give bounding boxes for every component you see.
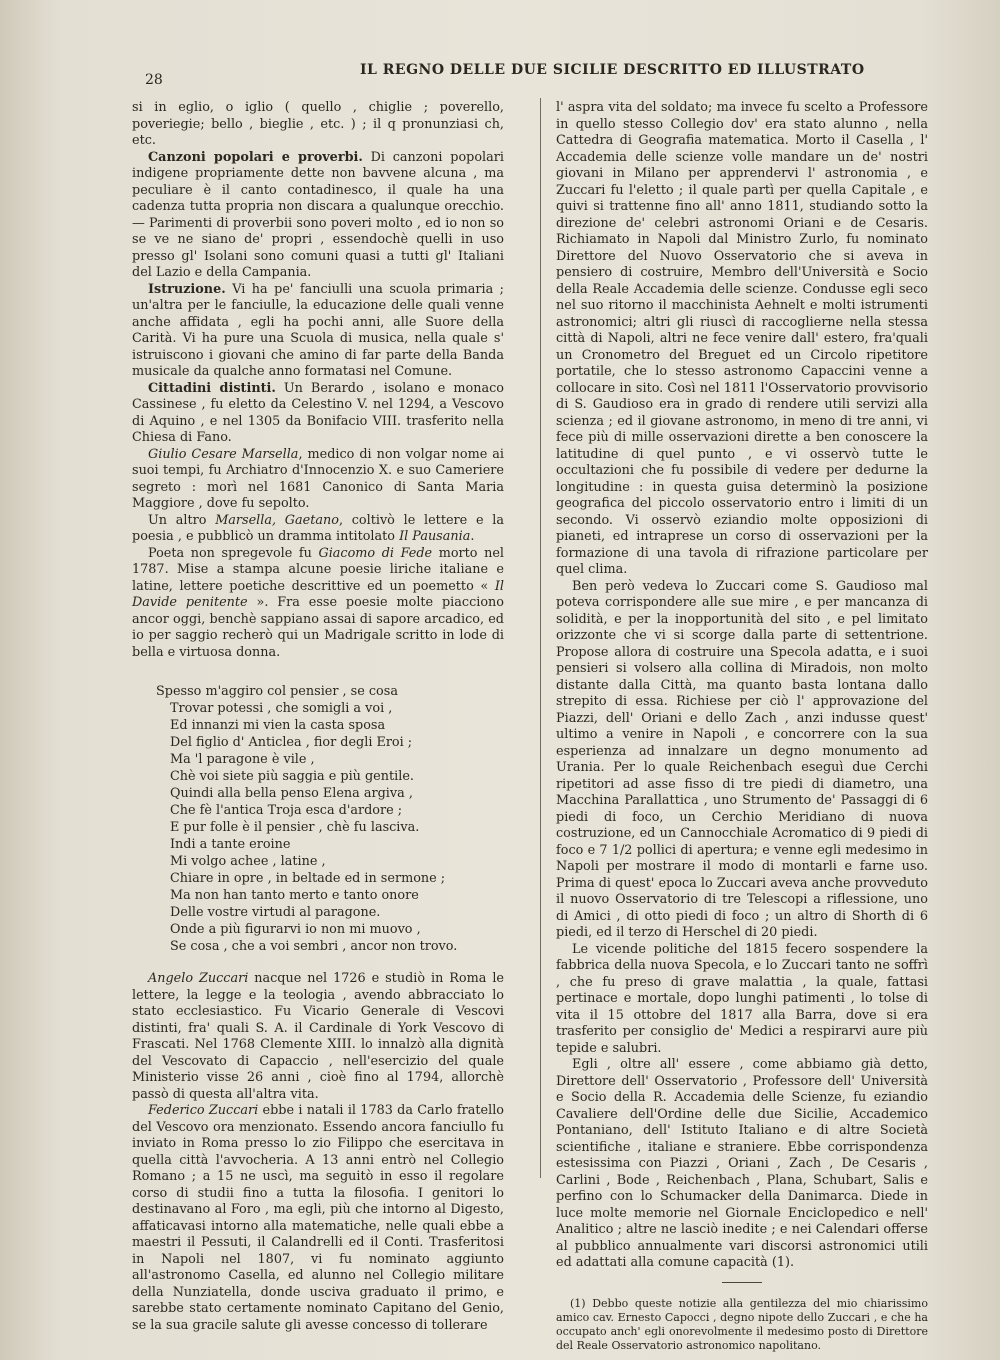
work-title: Il Pausania: [399, 529, 471, 544]
paragraph-text: Vi ha pe' fanciulli una scuola primaria ; un'altra per le fanciulle, la educazione delle quali venne anche affidata , egli ha pochi anni, alle Suore della Carità. Vi ha pure una Scuola di musica, nella quale s' istruiscono i giovani che amino di far parte della Banda musicale da qualche anno formatasi nel Comune.: [132, 281, 504, 379]
paragraph-text: ebbe i natali il 1783 da Carlo fratello del Vescovo ora menzionato. Essendo ancora fanciullo fu inviato in Roma presso lo zio Filippo che esercitava in quella città l'avvocheria. A 13 anni entrò nel Collegio Romano ; a 15 ne uscì, ma seguitò in esso il regolare corso di studii fino a tutta la filosofia. I genitori lo destinavano al Foro , ma egli, più che intorno al Digesto, affaticavasi intorno alla matematiche, nelle quali ebbe a maestri il Pessuti, il Calandrelli ed il Conti. Trasferitosi in Napoli nel 1807, vi fu nominato aggiunto all'astronomo Casella, ed alunno nel Collegio militare della Nunziatella, donde usciva graduato il primo, e sarebbe stato certamente nominato Capitano del Genio, se la sua gracile salute gli avesse concesso di tollerare: [132, 1103, 504, 1333]
section-heading-canzoni: Canzoni popolari e proverbi.: [148, 149, 363, 165]
paragraph-vicende: Le vicende politiche del 1815 fecero sospendere la fabbrica della nuova Specola, e lo Zuccari tanto ne soffrì , che fu preso di grave malattia , la quale, fattasi pertinace e mortale, dopo lunghi patimenti , lo tolse di vita il 15 ottobre del 1817 alla Barra, dove si era trasferito per consiglio de' Medici a respirarvi aure più tepide e salubri.: [556, 941, 928, 1056]
person-name: Marsella, Gaetano: [215, 512, 339, 528]
poem-line: Ma non han tanto merto e tanto onore: [170, 888, 419, 903]
paragraph-text: Un altro: [148, 512, 216, 528]
right-column: [556, 100, 928, 1353]
person-name: Giulio Cesare Marsella: [148, 446, 299, 462]
page-header: [145, 60, 945, 90]
poem-line: Se cosa , che a voi sembri , ancor non trovo.: [170, 939, 458, 954]
footnote-separator: [722, 1282, 762, 1283]
paragraph-di-fede: [132, 546, 504, 662]
paragraph-text: Di canzoni popolari indigene propriamente dette non bavvene alcuna , ma peculiare è il canto contadinesco, il quale ha una cadenza tutta propria non discara a qualunque orecchio. — Parimenti di proverbii sono poveri molto , ed io non so se ve ne siano de' propri , essendochè quelli in uso presso gl' Isolani sono comuni quasi a tutti gl' Italiani del Lazio e della Campania.: [132, 149, 504, 280]
work-title: Il Davide penitente: [132, 578, 504, 610]
paragraph-marsella-gaetano: [132, 513, 504, 546]
poem-line: E pur folle è il pensier , chè fu lasciva.: [170, 820, 420, 835]
paragraph-canzoni: [132, 150, 504, 282]
running-title: IL REGNO DELLE DUE SICILIE DESCRITTO ED ILLUSTRATO: [360, 62, 865, 78]
paragraph-text: .: [470, 529, 475, 544]
paragraph-text: , coltivò le lettere e la poesia , e pubblicò un dramma intitolato: [132, 512, 504, 544]
person-name: Giacomo di Fede: [318, 545, 433, 561]
paragraph-text: nacque nel 1726 e studiò in Roma le lettere, la legge e la teologia , avendo abbracciato lo stato ecclesiastico. Fu Vicario Generale di Vescovi distinti, fra' quali S. A. il Cardinale di York Vescovo di Frascati. Nel 1768 Clemente XIII. lo innalzò alla dignità del Vescovato di Capaccio , nell'esercizio del quale Ministerio visse 26 anni , cioè fino al 1794, allorchè passò di questa all'altra vita.: [132, 971, 504, 1102]
left-column: [132, 100, 504, 1334]
paragraph-angelo-zuccari: [132, 971, 504, 1103]
paragraph-marsella-giulio: [132, 447, 504, 513]
poem-line: Chè voi siete più saggia e più gentile.: [170, 769, 414, 784]
paragraph-career: l' aspra vita del soldato; ma invece fu scelto a Professore in quello stesso Collegio dov' era stato alunno , nella Cattedra di Geografia matematica. Morto il Casella , l' Accademia delle scienze volle mandare un de' nostri giovani in Milano per apprendervi l' astronomia , e Zuccari fu l'eletto ; il quale partì per quella Capitale , e quivi si trattenne fino all' anno 1811, studiando sotto la direzione de' celebri astronomi Oriani e de Cesaris. Richiamato in Napoli dal Ministro Zurlo, fu nominato Direttore del Nuovo Osservatorio che si aveva in pensiero di costruire, Membro dell'Università e Socio della Reale Accademia delle scienze. Condusse egli seco nel suo ritorno il macchinista Aehnelt e molti istrumenti astronomici; altri gli riuscì di raccoglierne nella stessa città di Napoli, altri ne fece venire dall' estero, fra'quali un Cronometro del Breguet ed un Circolo ripetitore portatile, che lo stesso astronomo Capaccini venne a collocare in sito. Così nel 1811 l'Osservatorio provvisorio di S. Gaudioso era in grado di rendere utili servizi alla scienza ; ed il giovane astronomo, in meno di tre anni, vi fece più di mille osservazioni dirette a ben conoscere la latitudine di quel punto , e vi osservò tutte le occultazioni che fu possibile di vedere per dedurne la longitudine : in questa guisa determinò la posizione geografica del piccolo osservatorio entro i limiti di un secondo. Vi osservò eziandio molte opposizioni di pianeti, ed intraprese un corso di osservazioni per la formazione di una tavola di rifrazione particolare per quel clima.: [556, 100, 928, 577]
poem-line: Che fè l'antica Troja esca d'ardore ;: [170, 803, 403, 818]
column-divider: [540, 98, 541, 1178]
poem-line: Chiare in opre , in beltade ed in sermone ;: [170, 871, 446, 886]
person-name: Angelo Zuccari: [148, 971, 249, 986]
paragraph-cittadini: [132, 381, 504, 447]
poem-line: Delle vostre virtudi al paragone.: [170, 905, 381, 920]
poem-line: Quindi alla bella penso Elena argiva ,: [170, 786, 413, 801]
paragraph-text: morto nel 1787. Mise a stampa alcune poesie liriche italiane e latine, lettere poetiche descrittive ed un poemetto «: [132, 545, 504, 594]
paragraph-honors: Egli , oltre all' essere , come abbiamo già detto, Direttore dell' Osservatorio , Professore dell' Università e Socio della R. Accademia delle Scienze, fu eziandio Cavaliere dell'Ordine delle due Sicilie, Accademico Pontaniano, dell' Istituto Italiano e di altre Società scientifiche , italiane e straniere. Ebbe corrispondenza estesissima con Piazzi , Oriani , Zach , De Cesaris , Carlini , Bode , Reichenbach , Plana, Schubart, Salis e perfino con lo Schumacker della Danimarca. Diede in luce molte memorie nel Giornale Enciclopedico e nell' Analitico ; altre ne lasciò inedite ; e nei Calendari offerse al pubblico annualmente vari discorsi astronomici utili ed adattati alla comune capacità (1).: [556, 1057, 928, 1270]
poem-line: Onde a più figurarvi io non mi muovo ,: [170, 922, 421, 937]
person-name: Federico Zuccari: [148, 1103, 259, 1118]
madrigal-poem: [156, 683, 504, 955]
paragraph-federico-zuccari: [132, 1103, 504, 1334]
poem-line: Trovar potessi , che somigli a voi ,: [170, 701, 393, 716]
poem-line: Mi volgo achee , latine ,: [170, 854, 326, 869]
paragraph-dialect: si in eglio, o iglio ( quello , chiglie ; poverello, poveriegie; bello , bieglie , etc. ) ; il q pronunziasi ch, etc.: [132, 100, 504, 148]
poem-line: Del figlio d' Anticlea , fior degli Eroi ;: [170, 735, 413, 750]
page-number: 28: [145, 72, 163, 88]
paragraph-text: Poeta non spregevole fu: [148, 545, 319, 561]
paragraph-text: ». Fra esse poesie molte piacciono ancor oggi, benchè sappiano assai di sapore arcadico, ed io per saggio recherò qui un Madrigale scritto in lode di bella e virtuosa donna.: [132, 595, 504, 660]
footnote: (1) Debbo queste notizie alla gentilezza del mio chiarissimo amico cav. Ernesto Capocci , degno nipote dello Zuccari , e che ha occupato anch' egli onorevolmente il medesimo posto di Direttore del Reale Osservatorio astronomico napolitano.: [556, 1296, 928, 1352]
section-heading-istruzione: Istruzione.: [148, 281, 226, 297]
poem-line: Indi a tante eroine: [170, 837, 291, 852]
poem-line: Ma 'l paragone è vile ,: [170, 752, 315, 767]
paragraph-text: Un Berardo , isolano e monaco Cassinese , fu eletto da Celestino V. nel 1294, a Vescovo di Aquino , e nel 1305 da Bonifacio VIII. trasferito nella Chiesa di Fano.: [132, 380, 504, 445]
paragraph-specola: Ben però vedeva lo Zuccari come S. Gaudioso mal poteva corrispondere alle sue mire , e per mancanza di solidità, e per la inopportunità del sito , e pel limitato orizzonte che vi si scorge dalla parte di settentrione. Propose allora di costruire una Specola adatta, e i suoi pensieri si volsero alla collina di Miradois, non molto distante dalla Città, ma quanto basta lontana dallo strepito di essa. Richiese per ciò l' approvazione del Piazzi, dell' Oriani e dello Zach , anzi indusse quest' ultimo a venire in Napoli , e concorrere con la sua esperienza ad innalzare un degno monumento ad Urania. Per lo quale Reichenbach eseguì due Cerchi ripetitori ad asse fisso di tre piedi di diametro, una Macchina Parallattica , uno Strumento de' Passaggi di 6 piedi di foco, un Cerchio Meridiano di nuova costruzione, ed un Cannocchiale Acromatico di 9 piedi di foco e 7 1/2 pollici di apertura; e venne egli medesimo in Napoli per mostrare il modo di montarli e farne uso. Prima di quest' epoca lo Zuccari aveva anche provveduto il nuovo Osservatorio di tre Telescopi a riflessione, uno di Amici , di otto piedi di foco ; un altro di Shorth di 6 piedi, ed il terzo di Herschel di 20 piedi.: [556, 578, 928, 940]
section-heading-cittadini: Cittadini distinti.: [148, 380, 276, 396]
paragraph-istruzione: [132, 282, 504, 381]
poem-line: Spesso m'aggiro col pensier , se cosa: [156, 684, 398, 699]
paragraph-text: , medico di non volgar nome ai suoi tempi, fu Archiatro d'Innocenzio X. e suo Cameriere segreto : morì nel 1681 Canonico di Santa Maria Maggiore , dove fu sepolto.: [132, 446, 505, 511]
poem-line: Ed innanzi mi vien la casta sposa: [170, 718, 386, 733]
